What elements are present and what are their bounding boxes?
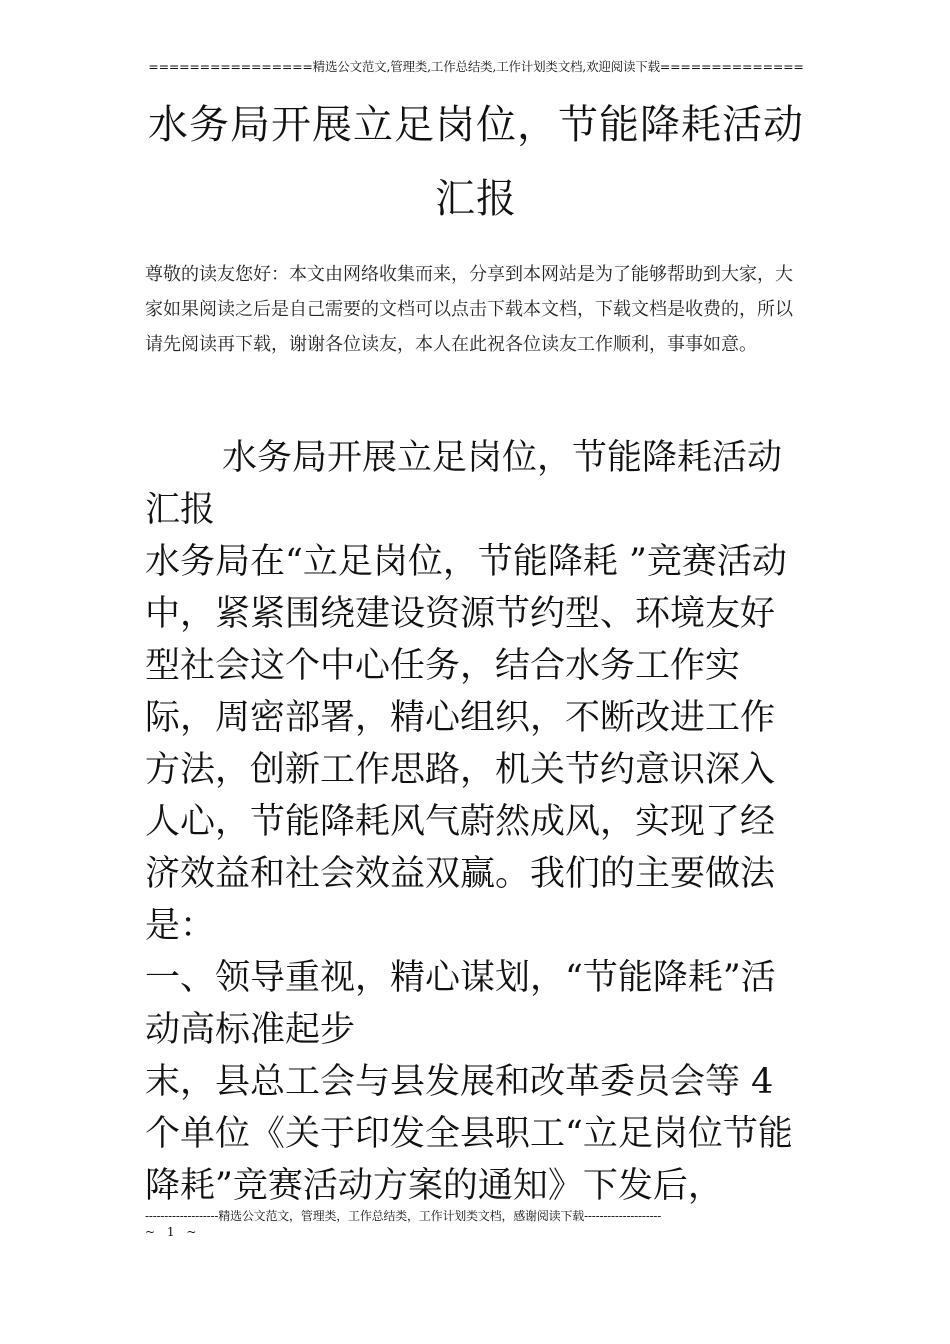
- body-paragraph: 水务局在“立足岗位，节能降耗 ”竞赛活动中，紧紧围绕建设资源节约型、环境友好型社会这个中心任务，结合水务工作实际，周密部署，精心组织，不断改进工作方法，创新工作思路，机关节约意识深入人心，节能降耗风气蔚然成风，实现了经济效益和社会效益双赢。我们的主要做法是：: [145, 542, 787, 946]
- document-title: 水务局开展立足岗位，节能降耗活动汇报: [148, 102, 804, 222]
- body-subtitle: 水务局开展立足岗位，节能降耗活动汇报: [145, 438, 783, 530]
- section-heading: 一、领导重视，精心谋划，“节能降耗”活动高标准起步: [145, 958, 776, 1050]
- page-number: ~ 1 ~: [145, 1225, 201, 1239]
- body-paragraph: 末，县总工会与县发展和改革委员会等 4 个单位《关于印发全县职工“立足岗位节能降耗”竞赛活动方案的通知》下发后，: [145, 1062, 793, 1206]
- reader-notice: 尊敬的读友您好：本文由网络收集而来，分享到本网站是为了能够帮助到大家，大家如果阅读之后是自己需要的文档可以点击下载本文档，下载文档是收费的，所以请先阅读再下载，谢谢各位读友，本人在此祝各位读友工作顺利，事事如意。: [145, 264, 793, 355]
- header-banner: ================精选公文范文,管理类,工作总结类,工作计划类文档,欢迎阅读下载==============: [148, 59, 804, 74]
- footer-banner: -------------------精选公文范文，管理类，工作总结类，工作计划类文档，感谢阅读下载--------------------: [145, 1209, 662, 1223]
- document-body: [145, 432, 807, 1212]
